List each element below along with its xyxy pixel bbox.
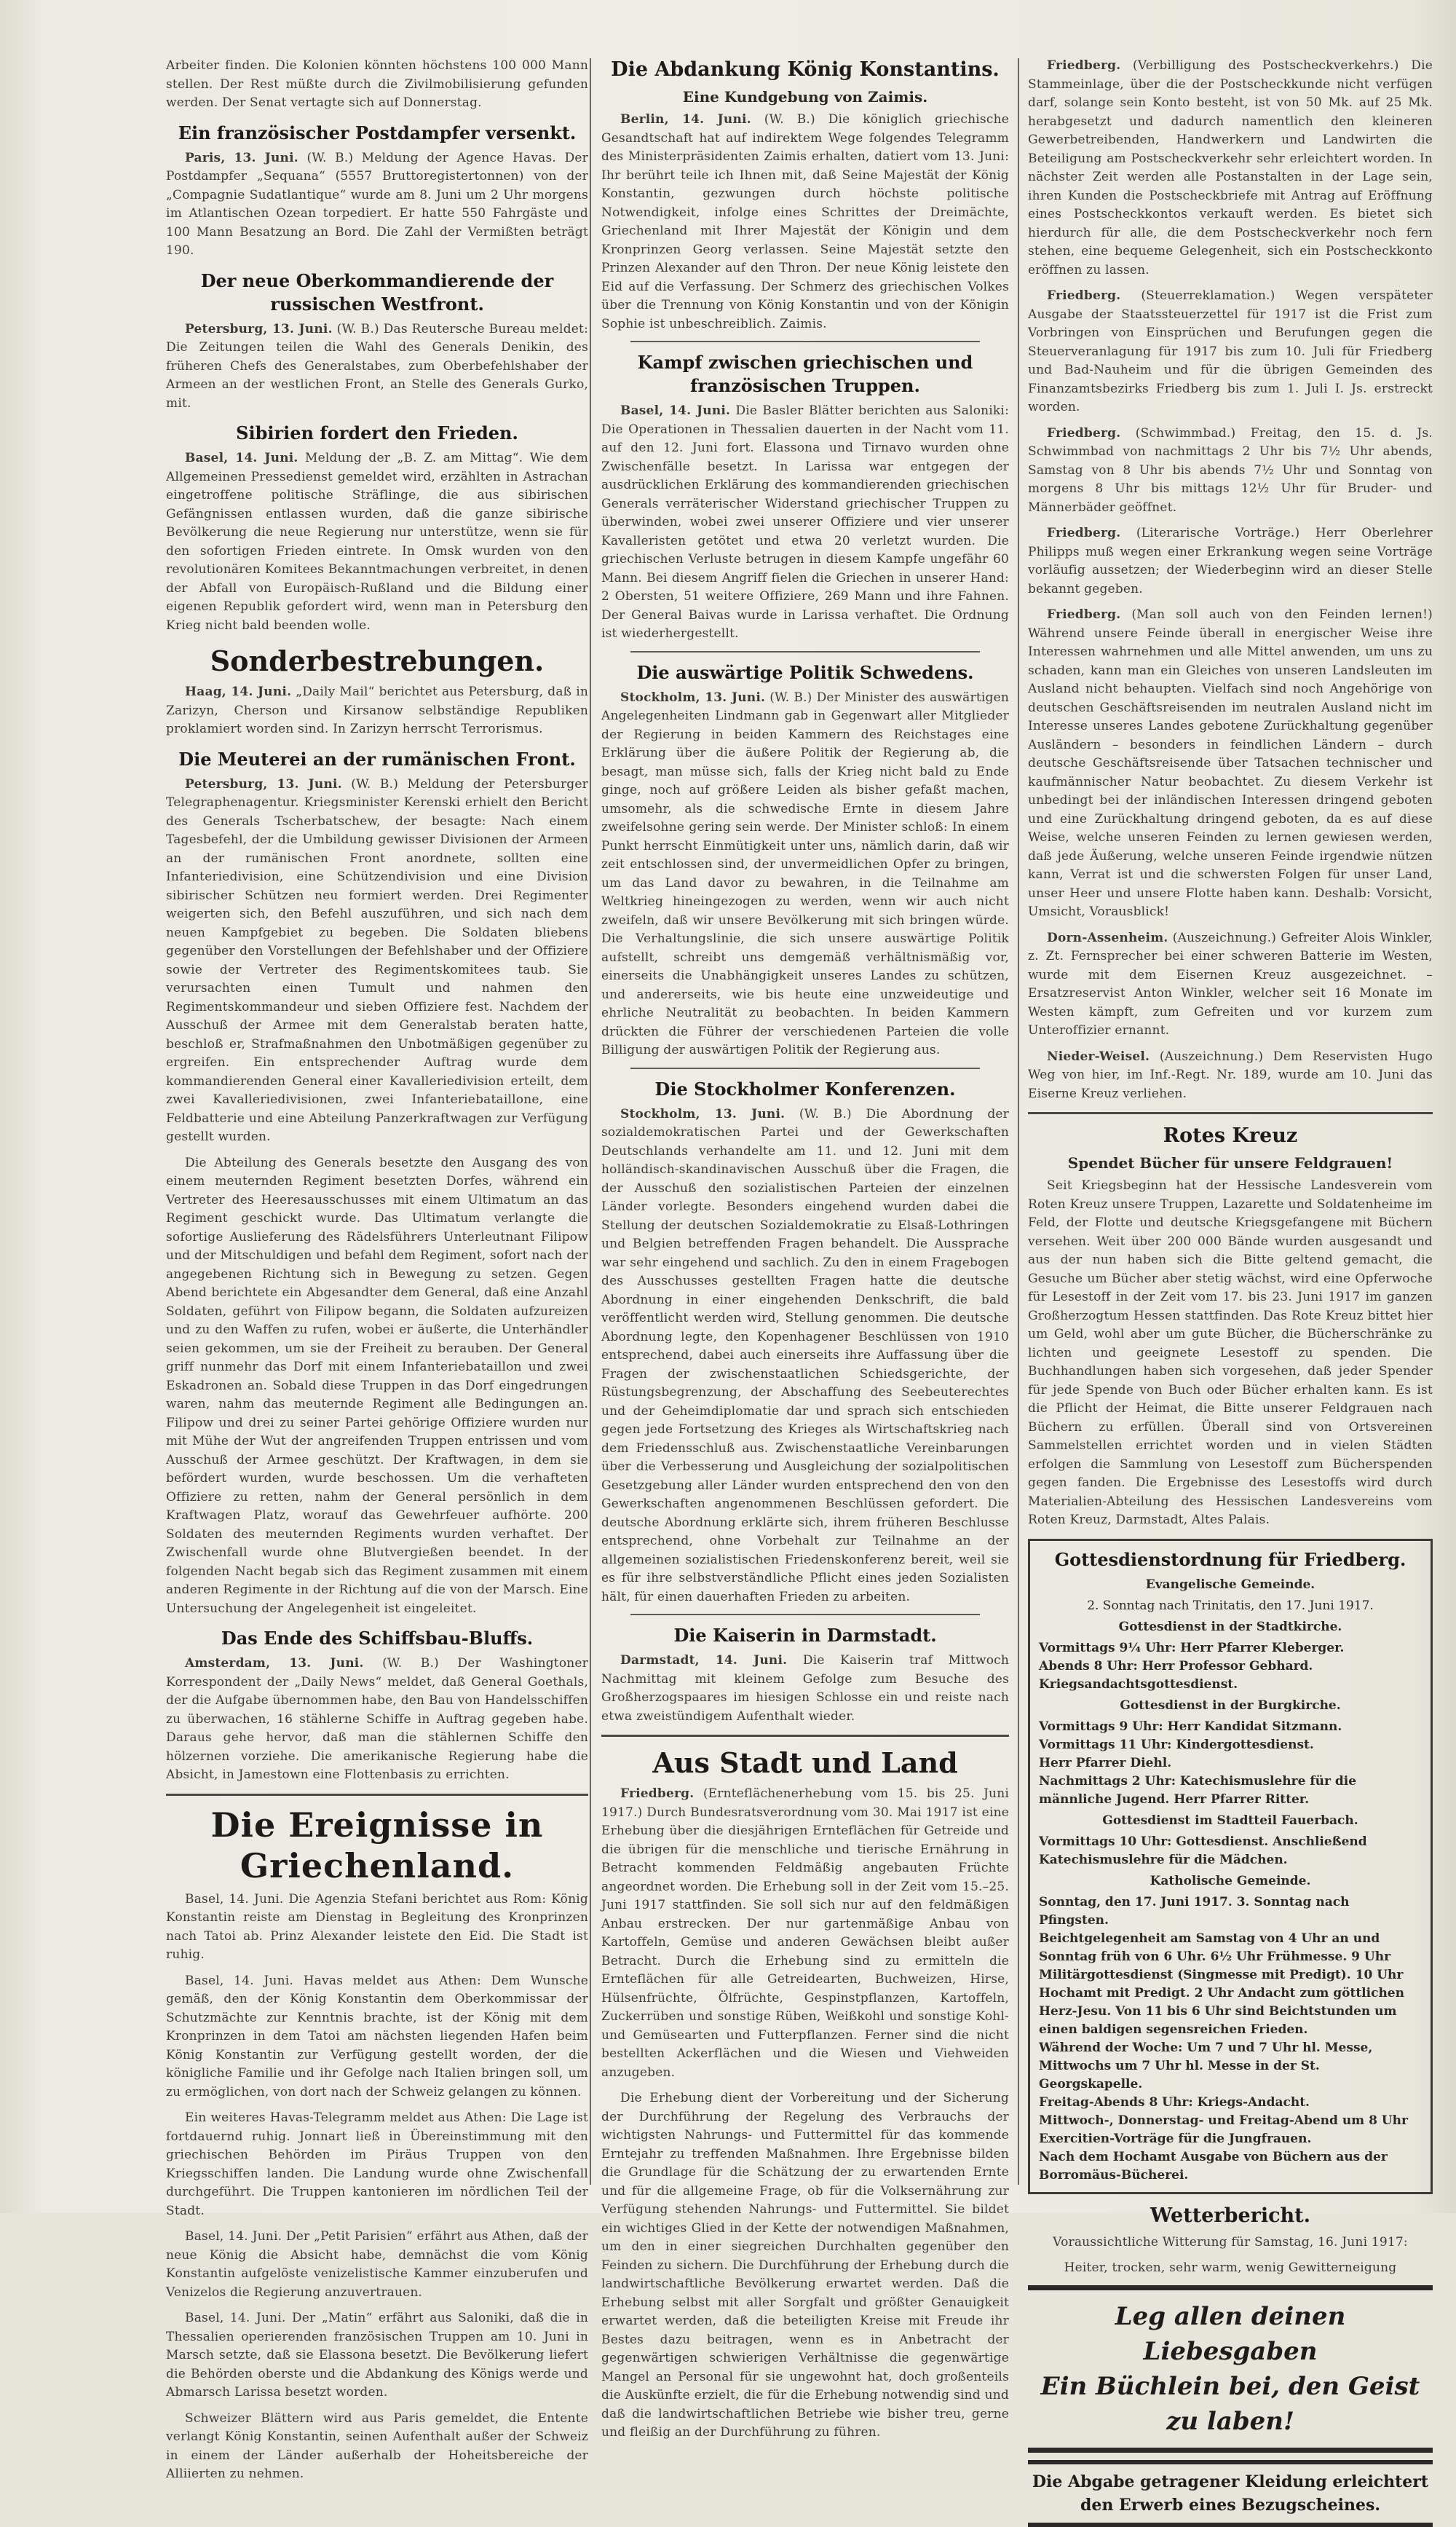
subheadline: Spendet Bücher für unsere Feldgrauen! — [1067, 1154, 1393, 1172]
column-right — [1028, 57, 1433, 2515]
weather-forecast: Heiter, trocken, sehr warm, wenig Gewitterneigung — [1064, 2260, 1397, 2275]
note-body: (Man soll auch von den Feinden lernen!) Während unsere Feinde überall in energischer Weise ihre Interessen wahrnehmen und alle Mittel anwenden, um uns zu schaden, kann man ein Gleiches von unseren Landsleuten im Ausland nicht behaupten. Vielfach sind noch Angehörige von deutschen Geschäftsreisenden im neutralen Ausland nicht im Interesse unseres Landes gebotene Zurückhaltung gegenüber Ausländern – besonders in feindlichen Ländern – durch deutsche Geschäftsreisende über Tatsachen technischer und kaufmännischer Natur beobachtet. Zu diesem Verkehr ist unbedingt bei der inländischen Interessen dringend geboten und eine Zurückhaltung dringend geboten, da es auf diese Weise, welche unseren Feinden zu lernen gewiesen werden, daß jede Äußerung, welche unseren Feinde irgendwie nützen kann, Verrat ist und die schwersten Folgen für unser Land, unser Heer und unsere Flotte haben kann. Deshalb: Vorsicht, Umsicht, Vorausblick! — [1028, 607, 1433, 919]
article-body: Basel, 14. Juni. Der „Petit Parisien“ erfährt aus Athen, daß der neue König die Absicht habe, demnächst die vom König Konstantin aufgelöste venizelistische Kammer einzuberufen und Venizelos die Regierung anzuvertrauen. — [166, 2229, 588, 2300]
church-line: Mittwoch-, Donnerstag- und Freitag-Abend um 8 Uhr Exercitien-Vorträge für die Jungfrauen. — [1039, 2113, 1408, 2146]
dateline: Amsterdam, 13. Juni. — [185, 1656, 364, 1671]
church-section-title: Gottesdienst im Stadtteil Fauerbach. — [1102, 1813, 1358, 1828]
banner-line: Die Abgabe getragener Kleidung erleichtert — [1032, 2472, 1429, 2491]
place-name: Friedberg. — [1047, 607, 1121, 622]
separator — [630, 1614, 980, 1615]
weather-forecast-date: Voraussichtliche Witterung für Samstag, 16. Juni 1917: — [1053, 2234, 1408, 2250]
church-line: Während der Woche: Um 7 und 7 Uhr hl. Messe, Mittwochs um 7 Uhr hl. Messe in der St. Georgskapelle. — [1039, 2040, 1373, 2092]
article-body: (W. B.) Der Washingtoner Korrespondent der „Daily News“ meldet, daß General Goethals, der die Aufgabe übernommen habe, den Bau von Handelsschiffen zu überwachen, 16 stählerne Schiffe in Auftrag gegeben habe. Daraus gehe hervor, daß man die stählernen Schiffe den hölzernen vorziehe. Die amerikanische Regierung habe die Absicht, in Jamestown eine Flottenbasis zu errichten. — [166, 1656, 589, 1782]
article-body: (W. B.) Das Reutersche Bureau meldet: Die Zeitungen teilen die Wahl des Generals Denikin, des früheren Chefs des Generalstabes, zum Oberbefehlshaber der Armeen an der westlichen Front, an Stelle des Generals Gurko, mit. — [166, 321, 588, 411]
headline-stockholm: Die Stockholmer Konferenzen. — [654, 1078, 956, 1100]
church-line: Vormittags 9¼ Uhr: Herr Pfarrer Kleberger. — [1039, 1640, 1345, 1655]
place-name: Nieder-Weisel. — [1047, 1049, 1150, 1064]
church-title: Gottesdienstordnung für Friedberg. — [1054, 1548, 1406, 1570]
headline-westfront: Der neue Oberkommandierende der russischen Westfront. — [200, 269, 554, 315]
separator — [630, 651, 980, 653]
church-line: Vormittags 9 Uhr: Herr Kandidat Sitzmann. — [1039, 1719, 1342, 1734]
headline-meuterei: Die Meuterei an der rumänischen Front. — [178, 748, 576, 770]
note-body: (Schwimmbad.) Freitag, den 15. d. Js. Schwimmbad von nachmittags 2 Uhr bis 7½ Uhr abends, Samstag von 8 Uhr bis abends 7½ Uhr und Sonntag von morgens 8 Uhr bis mittags 12½ Uhr für Bruder- und Männerbäder geöffnet. — [1028, 425, 1433, 515]
church-line: Sonntag, den 17. Juni 1917. 3. Sonntag nach Pfingsten. — [1039, 1894, 1350, 1928]
banner-line: Ein Büchlein bei, den Geist zu laben! — [1040, 2371, 1420, 2436]
article-body: (W. B.) Meldung der Agence Havas. Der Postdampfer „Sequana“ (5557 Bruttoregistertonnen) von der „Compagnie Sudatlantique“ wurde am 8. Juni um 2 Uhr morgens im Atlantischen Ozean torpediert. Er hatte 550 Fahrgäste und 100 Mann Besatzung an Bord. Die Zahl der Vermißten beträgt 190. — [166, 150, 589, 258]
article-body: Die Erhebung dient der Vorbereitung und der Sicherung der Durchführung der Regelung des Verbrauchs der wichtigsten Nahrungs- und Futtermittel für das kommende Erntejahr zu treffenden Maßnahmen. Ihre Ergebnisse bilden die Grundlage für die Schätzung der zu erwartenden Ernte und für die allgemeine Frage, ob für die Volksernährung zur Verfügung stehenden Nahrungs- und Futtermittel. Sie bildet ein wichtiges Glied in der Kette der notwendigen Maßnahmen, um den in einer siegreichen Durchhalten gegenüber den Feinden zu sichern. Die Durchführung der Erhebung durch die landwirtschaftliche Bevölkerung erwartet werden. Daß die Erhebung selbst mit aller Sorgfalt und größter Genauigkeit erwartet werden, daß die beteiligten Kreise mit Freude ihr Bestes dazu beitragen, wenn es in Anbetracht der gegenwärtigen schwierigen Verhältnisse die gegenwärtige Mangel an Personal für sie ungewohnt hat, doch großenteils die Auskünfte erzielt, die für die Erhebung notwendig sind und daß die landwirtschaftlichen Betriebe wie bisher treu, gerne und fleißig an der Durchführung zu führen. — [601, 2091, 1009, 2440]
church-line: Freitag-Abends 8 Uhr: Kriegs-Andacht. — [1039, 2094, 1310, 2110]
headline-griechenland: Die Ereignisse in Griechenland. — [210, 1805, 544, 1885]
headline-schiffsbau: Das Ende des Schiffsbau-Bluffs. — [221, 1628, 534, 1649]
article-body: (W. B.) Der Minister des auswärtigen Angelegenheiten Lindmann gab in Gegenwart aller Mitglieder der Regierung in beiden Kammern des Reichstages eine Erklärung über die äußere Politik der Regierung ab, die besagt, man müsse sich, falls der Krieg nicht bald zu Ende ginge, noch auf größere Leiden als bisher gefaßt machen, umsomehr, als die schwedische Ernte in diesem Jahre zweifelsohne gering sein werde. Der Minister schloß: In einem Punkt herrscht Einmütigkeit unter uns, nämlich darin, daß wir zeit entschlossen sind, der unvermeidlichen Opfer zu bringen, um das Land davor zu bewahren, in die Teilnahme am Weltkrieg hineingezogen zu werden, wenn wir auch nicht zweifeln, daß wir unsere Bevölkerung mit sich bringen würde. Die Verhaltungslinie, die sich unsere auswärtige Politik aufstellt, schreibt uns demgemäß verhältnismäßig vor, einerseits die Unabhängigkeit unseres Landes zu schützen, und andererseits, wie bis heute eine unzweideutige und ehrliche Neutralität zu beobachten. In beiden Kammern drückten die Führer der verschiedenen Parteien die volle Billigung der auswärtigen Politik der Regierung aus. — [601, 690, 1009, 1057]
article-body: (W. B.) Die königlich griechische Gesandtschaft hat auf indirektem Wege folgendes Telegramm des Ministerpräsidenten Zaimis erhalten, datiert vom 13. Juni: Ihr berührt teile ich Ihnen mit, daß Seine Majestät der König Konstantin, gezwungen durch höchste politische Notwendigkeit, infolge eines Schrittes der Dreimächte, Griechenland mit Ihrer Majestät der Königin und dem Kronprinzen Georg verlassen. Seine Majestät setzte den Prinzen Alexander auf den Thron. Der neue König leistete den Eid auf die Verfassung. Der Schmerz des griechischen Volkes über die Trennung von König Konstantin und von der Königin Sophie ist unbeschreiblich. Zaimis. — [601, 112, 1009, 331]
section-rule — [166, 1794, 588, 1796]
column-rule-left — [590, 58, 591, 2185]
column-left — [166, 57, 589, 2481]
headline-kaiserin: Die Kaiserin in Darmstadt. — [673, 1625, 937, 1646]
book-appeal-banner — [1028, 2285, 1433, 2453]
church-section-title: Gottesdienst in der Stadtkirche. — [1118, 1619, 1342, 1634]
dateline: Paris, 13. Juni. — [185, 150, 298, 165]
article-body: Meldung der „B. Z. am Mittag“. Wie dem Allgemeinen Pressedienst gemeldet wird, erzählten in Astrachan eingetroffene politische Sträflinge, die aus sibirischen Gefängnissen entlassen wurden, daß die ganze sibirische Bevölkerung die neue Regierung nur unterstütze, wenn sie für den sofortigen Frieden eintrete. In Omsk wurden von den revolutionären Komitees Bekanntmachungen verbreitet, in denen der Abfall von Europäisch-Rußland und die Bildung einer eigenen Republik gefordert wird, wenn man in Petersburg den Krieg nicht bald beenden wolle. — [166, 451, 589, 633]
dateline: Petersburg, 13. Juni. — [185, 321, 333, 336]
article-body: Die Abteilung des Generals besetzte den Ausgang des von einem meuternden Regiment besetzten Dorfes, während ein Vertreter des Heeresausschusses mit einem Ultimatum an das Regiment geschickt wurde. Das Ultimatum verlangte die sofortige Auslieferung des Rädelsführers Unterleutnant Filipow und der Mitschuldigen und befahl dem Regiment, sofort nach der angegebenen Richtung sich in Bewegung zu setzen. Gegen Abend berichtete ein Abgesandter dem General, daß eine Anzahl Soldaten, geführt von Filipow begann, die Soldaten aufzureizen und zu den Waffen zu rufen, wobei er äußerte, die Unterhändler seien gekommen, um sie der Freiheit zu berauben. Der General griff nunmehr das Dorf mit einem Infanteriebataillon und zwei Eskadronen an. Sobald diese Truppen in das Dorf eingedrungen waren, nahm das meuternde Regiment alle Bedingungen an. Filipow und drei zu seiner Partei gehörige Offiziere wurden nur mit Mühe der Wut der angreifenden Truppen entrissen und vom Ausschuß der Armee geschützt. Der Kraftwagen, in dem sie befördert wurden, wurde beschossen. Um die verhafteten Offiziere zu retten, nahm der General persönlich in dem Kraftwagen Platz, worauf das Gewehrfeuer aufhörte. 200 Soldaten des meuternden Regiments wurden verhaftet. Der Zwischenfall wurde ohne Blutvergießen beendet. In der folgenden Nacht begab sich das Regiment zusammen mit einem anderen Regimente in der Richtung auf die von der Marsch. Eine Untersuchung der Angelegenheit ist eingeleitet. — [166, 1155, 588, 1616]
headline-sonderbestrebungen: Sonderbestrebungen. — [210, 644, 545, 677]
dateline: Basel, 14. Juni. — [185, 451, 298, 465]
article-body: Die Basler Blätter berichten aus Saloniki: Die Operationen in Thessalien dauerten in der Nacht vom 11. auf den 12. Juni fort. Elassona und Tirnavo wurden ohne Zwischenfälle besetzt. In Larissa war entgegen der ausdrücklichen Erklärung des kommandierenden griechischen Generals verräterischer Widerstand griechischer Truppen zu überwinden, wobei zwei unserer Offiziere und vier unserer Kavalleristen getötet und etwa 20 verletzt wurden. Die griechischen Verluste betrugen in diesem Kampfe ungefähr 60 Mann. Bei diesem Angriff fielen die Griechen in unserer Hand: 2 Obersten, 51 weitere Offiziere, 269 Mann und ihre Fahnen. Der General Baivas wurde in Larissa verhaftet. Die Ordnung ist wiederhergestellt. — [601, 403, 1009, 641]
article-body: (W. B.) Die Abordnung der sozialdemokratischen Partei und der Gewerkschaften Deutschlands verhandelte am 11. und 12. Juni mit dem holländisch-skandinavischen Ausschuß über die Fragen, die der Ausschuß den sozialistischen Parteien der einzelnen Länder vorlegte. Besonders eingehend wurden dabei die Stellung der deutschen Sozialdemokratie zu Elsaß-Lothringen und Belgien betreffenden Fragen behandelt. Die Aussprache war sehr eingehend und sachlich. Zu den in einem Fragebogen des Ausschusses gestellten Fragen hatte die deutsche Abordnung in einer eingehenden Denkschrift, die bald veröffentlicht werden wird, Stellung genommen. Die deutsche Abordnung legte, den Kopenhagener Beschlüssen von 1910 entsprechend, dabei auch einerseits ihre Auffassung über die Fragen der zwischenstaatlichen Schiedsgerichte, der Rüstungsbegrenzung, der Abschaffung des Seebeuterechtes und der Geheimdiplomatie dar und sprach sich entschieden gegen jede Fortsetzung des Krieges als Wirtschaftskrieg nach dem Friedensschluß aus. Zwischenstaatliche Vereinbarungen über die Verbesserung und Ausgleichung der sozialpolitischen Gesetzgebung aller Länder wurden entsprechend den von den Gewerkschaften angenommenen Beschlüssen gefordert. Die deutsche Abordnung erklärte sich, ihrem früheren Beschlusse entsprechend, ohne Vorbehalt zur Teilnahme an der allgemeinen sozialistischen Friedenskonferenz bereit, weil sie es für ihre selbstverständliche Pflicht eines jeden Sozialisten hält, für einen dauerhaften Frieden zu arbeiten. — [601, 1106, 1010, 1604]
place-name: Friedberg. — [1047, 526, 1121, 540]
dateline: Stockholm, 13. Juni. — [620, 1106, 786, 1121]
separator — [630, 341, 980, 342]
column-rule-right — [1018, 58, 1019, 2185]
church-date: 2. Sonntag nach Trinitatis, den 17. Juni 1917. — [1087, 1598, 1374, 1613]
weather-title: Wetterbericht. — [1150, 2204, 1311, 2227]
dateline: Darmstadt, 14. Juni. — [620, 1653, 788, 1668]
banner-line: Leg allen deinen Liebesgaben — [1115, 2301, 1346, 2366]
intro-text: Arbeiter finden. Die Kolonien könnten höchstens 100 000 Mann stellen. Der Rest müßte durch die Zivilmobilisierung gefunden werden. Der Senat vertagte sich auf Donnerstag. — [166, 58, 588, 110]
clothing-notice-banner — [1028, 2460, 1433, 2527]
headline-sibirien: Sibirien fordert den Frieden. — [236, 422, 518, 443]
article-body: „Daily Mail“ berichtet aus Petersburg, daß in Zarizyn, Cherson und Kirsanow selbständige Republiken proklamiert worden sind. In Zarizyn herrscht Terrorismus. — [166, 685, 588, 736]
place-name: Friedberg. — [1047, 288, 1121, 303]
place-name: Dorn-Assenheim. — [1047, 930, 1168, 945]
column-middle — [601, 57, 1010, 2440]
headline-kampf: Kampf zwischen griechischen und französischen Truppen. — [637, 352, 973, 396]
dateline: Stockholm, 13. Juni. — [620, 690, 766, 705]
article-body: Ein weiteres Havas-Telegramm meldet aus Athen: Die Lage ist fortdauernd ruhig. Jonnart ließ in Übereinstimmung mit den griechischen Behörden im Piräus Truppen von den Kriegsschiffen landen. Die Landung wurde ohne Zwischenfall durchgeführt. Die Truppen kantonieren im nördlichen Teil der Stadt. — [166, 2110, 588, 2218]
note-body: (Auszeichnung.) Dem Reservisten Hugo Weg von hier, im Inf.-Regt. Nr. 189, wurde am 10. Juni das Eiserne Kreuz verliehen. — [1028, 1049, 1433, 1101]
church-line: Nachmittags 2 Uhr: Katechismuslehre für die männliche Jugend. Herr Pfarrer Ritter. — [1039, 1773, 1357, 1807]
note-body: (Auszeichnung.) Gefreiter Alois Winkler, z. Zt. Fernsprecher bei einer schweren Batterie im Westen, wurde mit dem Eisernen Kreuz ausgezeichnet. – Ersatzreservist Anton Winkler, welcher seit 16 Monate im Westen kämpft, zum Gefreiten und vor kurzem zum Unteroffizier ernannt. — [1028, 930, 1433, 1038]
headline-postdampfer: Ein französischer Postdampfer versenkt. — [178, 122, 577, 143]
headline-stadt-und-land: Aus Stadt und Land — [652, 1746, 958, 1779]
article-body: Die Kaiserin traf Mittwoch Nachmittag mit kleinem Gefolge zum Besuche des Großherzogspaares im hiesigen Schlosse ein und reiste nach etwa zweistündigem Aufenthalt wieder. — [601, 1653, 1009, 1724]
church-line: Herr Pfarrer Diehl. — [1039, 1755, 1172, 1770]
dateline: Haag, 14. Juni. — [185, 685, 292, 699]
section-rule — [601, 1735, 1009, 1737]
note-body: (Steuerreklamation.) Wegen verspäteter Ausgabe der Staatssteuerzettel für 1917 ist die Frist zum Vorbringen von Einsprüchen und Berufungen gegen die Steuerveranlagung für 1917 bis zum 10. Juli für Friedberg und Bad-Nauheim und für die übrigen Gemeinden des Finanzamtsbezirks Friedberg bis zum 1. Juli I. Js. erstreckt worden. — [1028, 288, 1433, 414]
church-schedule-box — [1028, 1539, 1433, 2194]
headline-abdankung: Die Abdankung König Konstantins. — [611, 58, 1000, 81]
article-body: Schweizer Blättern wird aus Paris gemeldet, die Entente verlangt König Konstantin, seinen Aufenthalt außer der Schweiz in einem der Länder außerhalb der Hoheitsbereiche der Alliierten zu nehmen. — [166, 2410, 588, 2481]
article-body: Basel, 14. Juni. Die Agenzia Stefani berichtet aus Rom: König Konstantin reiste am Dienstag in Begleitung des Kronprinzen nach Tatoi ab. Prinz Alexander leistete den Eid. Die Stadt ist ruhig. — [166, 1891, 588, 1962]
article-body: Basel, 14. Juni. Der „Matin“ erfährt aus Saloniki, daß die in Thessalien operierenden französischen Truppen am 10. Juni in Marsch setzte, daß sie Elassona besetzt. Die Bevölkerung liefert die Behörden oberste und die Abdankung des Königs werde und Abmarsch Larissa besetzt worden. — [166, 2311, 588, 2400]
dateline: Basel, 14. Juni. — [620, 403, 731, 418]
article-body: (W. B.) Meldung der Petersburger Telegraphenagentur. Kriegsminister Kerenski erhielt den Bericht des Generals Tscherbatschew, der besagte: Nach einem Tagesbefehl, der die Umbildung gewisser Divisionen der Armeen an der rumänischen Front anordnete, sollten eine Infanteriedivision, eine Schützendivision und eine Division sibirischer Schützen neu formiert werden. Drei Regimenter weigerten sich, den Befehl auszuführen, und sich nach dem neuen Kampfgebiet zu begeben. Die Soldaten bliebens gegenüber den Vorstellungen der Befehlshaber und der Offiziere sowie der Vertreter des Regimentskomitees taub. Sie verursachten einen Tumult und nahmen den Regimentskommandeur und sieben Offiziere fest. Nachdem der Ausschuß der Armee mit dem Generalstab beraten hatte, beschloß er, Strafmaßnahmen den Unbotmäßigen gegenüber zu ergreifen. Ein entsprechender Auftrag wurde dem kommandierenden General einer Kavalleriedivision erteilt, dem zwei Kavalleriedivisionen, zwei Infanteriebataillone, eine Feldbatterie und eine Abteilung Panzerkraftwagen zur Verfügung gestellt wurden. — [166, 776, 588, 1144]
place-name: Friedberg. — [1047, 58, 1121, 73]
dateline: Berlin, 14. Juni. — [620, 112, 751, 127]
subheadline: Eine Kundgebung von Zaimis. — [682, 88, 928, 106]
church-section-title: Evangelische Gemeinde. — [1145, 1577, 1315, 1592]
headline-rotes-kreuz: Rotes Kreuz — [1163, 1124, 1298, 1147]
dateline: Petersburg, 13. Juni. — [185, 776, 342, 792]
church-line: Beichtgelegenheit am Samstag von 4 Uhr an und Sonntag früh von 6 Uhr. 6½ Uhr Frühmesse. 9 Uhr Militärgottesdienst (Singmesse mit Predigt). 10 Uhr Hochamt mit Predigt. 2 Uhr Andacht zum göttlichen Herz-Jesu. Von 11 bis 6 Uhr sind Beichtstunden um einen baldigen segensreichen Frieden. — [1039, 1931, 1404, 2037]
headline-schweden: Die auswärtige Politik Schwedens. — [636, 661, 974, 683]
place-name: Friedberg. — [620, 1786, 695, 1801]
church-line: Vormittags 10 Uhr: Gottesdienst. Anschließend Katechismuslehre für die Mädchen. — [1039, 1834, 1367, 1867]
note-body: (Verbilligung des Postscheckverkehrs.) Die Stammeinlage, über die der Postscheckkunde nicht verfügen darf, solange sein Konto besteht, ist von 50 Mk. auf 25 Mk. herabgesetzt und dadurch namentlich den kleineren Gewerbetreibenden, Handwerkern und Landwirten die Beteiligung am Postscheckverkehr sehr erleichtert worden. In nächster Zeit werden alle Postanstalten in der Lage sein, ihren Kunden die Postscheckbriefe mit Antrag auf Eröffnung eines Postscheckkontos verkauft werden. Es bietet sich hierdurch für alle, die dem Postscheckverkehr noch fern stehen, eine bequeme Gelegenheit, sich ein Postscheckkonto eröffnen zu lassen. — [1028, 58, 1433, 277]
section-rule — [1028, 1112, 1433, 1114]
church-line: Nach dem Hochamt Ausgabe von Büchern aus der Borromäus-Bücherei. — [1039, 2149, 1388, 2183]
place-name: Friedberg. — [1047, 425, 1121, 441]
church-line: Kriegsandachtsgottesdienst. — [1039, 1676, 1238, 1692]
banner-line: den Erwerb eines Bezugscheines. — [1080, 2495, 1380, 2515]
church-line: Abends 8 Uhr: Herr Professor Gebhard. — [1039, 1658, 1313, 1674]
note-body: (Literarische Vorträge.) Herr Oberlehrer Philipps muß wegen einer Erkrankung wegen seine Vorträge vorläufig aussetzen; der Wiederbeginn wird an dieser Stelle bekannt gegeben. — [1028, 526, 1433, 596]
article-body: Basel, 14. Juni. Havas meldet aus Athen: Dem Wunsche gemäß, den der König Konstantin dem Oberkommissar der Schutzmächte zur Kenntnis brachte, ist der König mit dem Kronprinzen in dem Tatoi am nächsten liegenden Hafen beim König Konstantin zur Verfügung gestellt worden, der die königliche Familie und ihr Gefolge nach Italien bringen soll, um zu ermöglichen, von dort nach der Schweiz gelangen zu können. — [166, 1973, 588, 2100]
church-section-title: Katholische Gemeinde. — [1150, 1873, 1311, 1888]
article-body: Seit Kriegsbeginn hat der Hessische Landesverein vom Roten Kreuz unsere Truppen, Lazarette und Soldatenheime im Feld, der Flotte und deutsche Kriegsgefangene mit Büchern versehen. Weit über 200 000 Bände wurden ausgesandt und aus der nun haben sich die Bitte geltend gemacht, die Gesuche um Bücher aber stetig wächst, wird eine Opferwoche für Lesestoff in der Zeit vom 17. bis 23. Juni 1917 im ganzen Großherzogtum Hessen stattfinden. Das Rote Kreuz bittet hier um Geld, wohl aber um gute Bücher, die Bücherschränke zu lichten und geeignete Lesestoff zu spenden. Die Buchhandlungen haben sich vorgesehen, daß jeder Spender für jede Spende von Buch oder Bücher erhalten kann. Es ist die Pflicht der Heimat, die Bitte unserer Feldgrauen nach Büchern zu erfüllen. Überall sind von Ortsvereinen Sammelstellen errichtet worden und in vielen Städten erfolgen die Sammlung von Lesestoff zum Bücherspenden gegen fanden. Die Ergebnisse des Lesestoffs wird durch Materialien-Abteilung des Hessischen Landesvereins vom Roten Kreuz, Darmstadt, Altes Palais. — [1028, 1178, 1433, 1527]
church-section-title: Gottesdienst in der Burgkirche. — [1120, 1698, 1341, 1713]
article-body: (Ernteflächenerhebung vom 15. bis 25. Juni 1917.) Durch Bundesratsverordnung vom 30. Mai 1917 ist eine Erhebung über die diesjährigen Ernteflächen für Getreide und die übrigen für die menschliche und tierische Ernährung in Betracht kommenden Feldmäßig angebauten Früchte angeordnet worden. Die Erhebung soll in der Zeit vom 15.–25. Juni 1917 stattfinden. Sie soll sich nur auf den feldmäßigen Anbau erstrecken. Der nur gartenmäßige Anbau von Kartoffeln, Gemüse und anderen Gewächsen bleibt außer Betracht. Durch die Erhebung sind zu ermitteln die Ernteflächen für alle Getreidearten, Buchweizen, Hirse, Hülsenfrüchte, Ölfrüchte, Gespinstpflanzen, Kartoffeln, Zuckerrüben und sonstige Rüben, Weißkohl und sonstige Kohl- und Gemüsearten und Futterpflanzen. Ferner sind die nicht bestellten Ackerflächen und die Wiesen und Viehweiden anzugeben. — [601, 1786, 1009, 2080]
church-line: Vormittags 11 Uhr: Kindergottesdienst. — [1039, 1737, 1314, 1752]
weather-report — [1028, 2203, 1433, 2278]
separator — [630, 1068, 980, 1069]
